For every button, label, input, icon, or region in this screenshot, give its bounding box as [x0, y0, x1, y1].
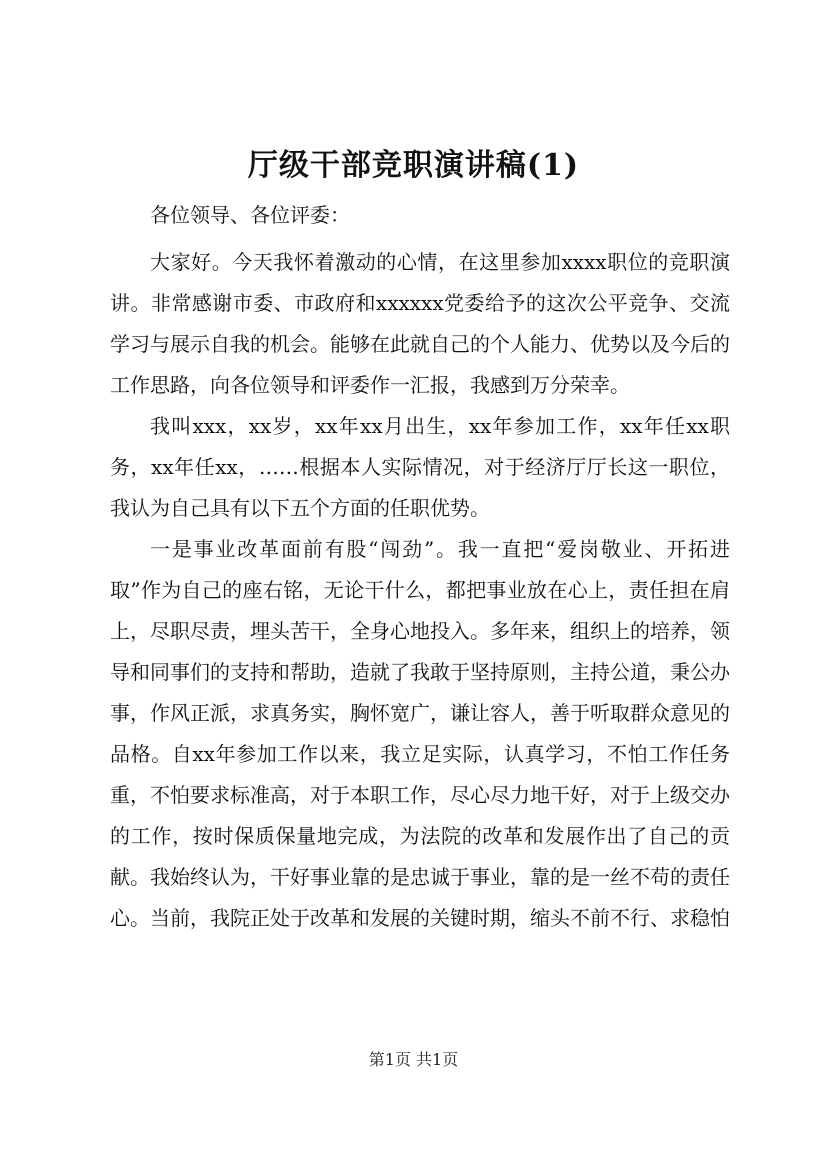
page-footer: 第1页 共1页: [368, 1050, 459, 1069]
document-title: 厅级干部竞职演讲稿(1): [247, 148, 580, 183]
salutation: 各位领导、各位评委：: [150, 203, 350, 227]
paragraph-introduction: 我叫xxx，xx岁，xx年xx月出生，xx年参加工作，xx年任xx职务，xx年任xx，……根据本人实际情况，对于经济厅厅长这一职位，我认为自己具有以下五个方面的任职优势。: [110, 414, 730, 520]
paragraph-advantage-one: 一是事业改革面前有股“闯劲”。我一直把“爱岗敬业、开拓进取”作为自己的座右铭，无论干什么，都把事业放在心上，责任担在肩上，尽职尽责，埋头苦干，全身心地投入。多年来，组织上的培养，领导和同事们的支持和帮助，造就了我敢于坚持原则，主持公道，秉公办事，作风正派，求真务实，胸怀宽广，谦让容人，善于听取群众意见的品格。自xx年参加工作以来，我立足实际，认真学习，不怕工作任务重，不怕要求标准高，对于本职工作，尽心尽力地干好，对于上级交办的工作，按时保质保量地完成，为法院的改革和发展作出了自己的贡献。我始终认为，干好事业靠的是忠诚于事业，靠的是一丝不苟的责任心。当前，我院正处于改革和发展的关键时期，缩头不前不行、求稳怕: [110, 537, 730, 930]
document-body: [110, 195, 730, 939]
paragraph-greeting: 大家好。今天我怀着激动的心情，在这里参加xxxx职位的竞职演讲。非常感谢市委、市政府和xxxxxx党委给予的这次公平竞争、交流学习与展示自我的机会。能够在此就自己的个人能力、优势以及今后的工作思路，向各位领导和评委作一汇报，我感到万分荣幸。: [110, 250, 730, 397]
